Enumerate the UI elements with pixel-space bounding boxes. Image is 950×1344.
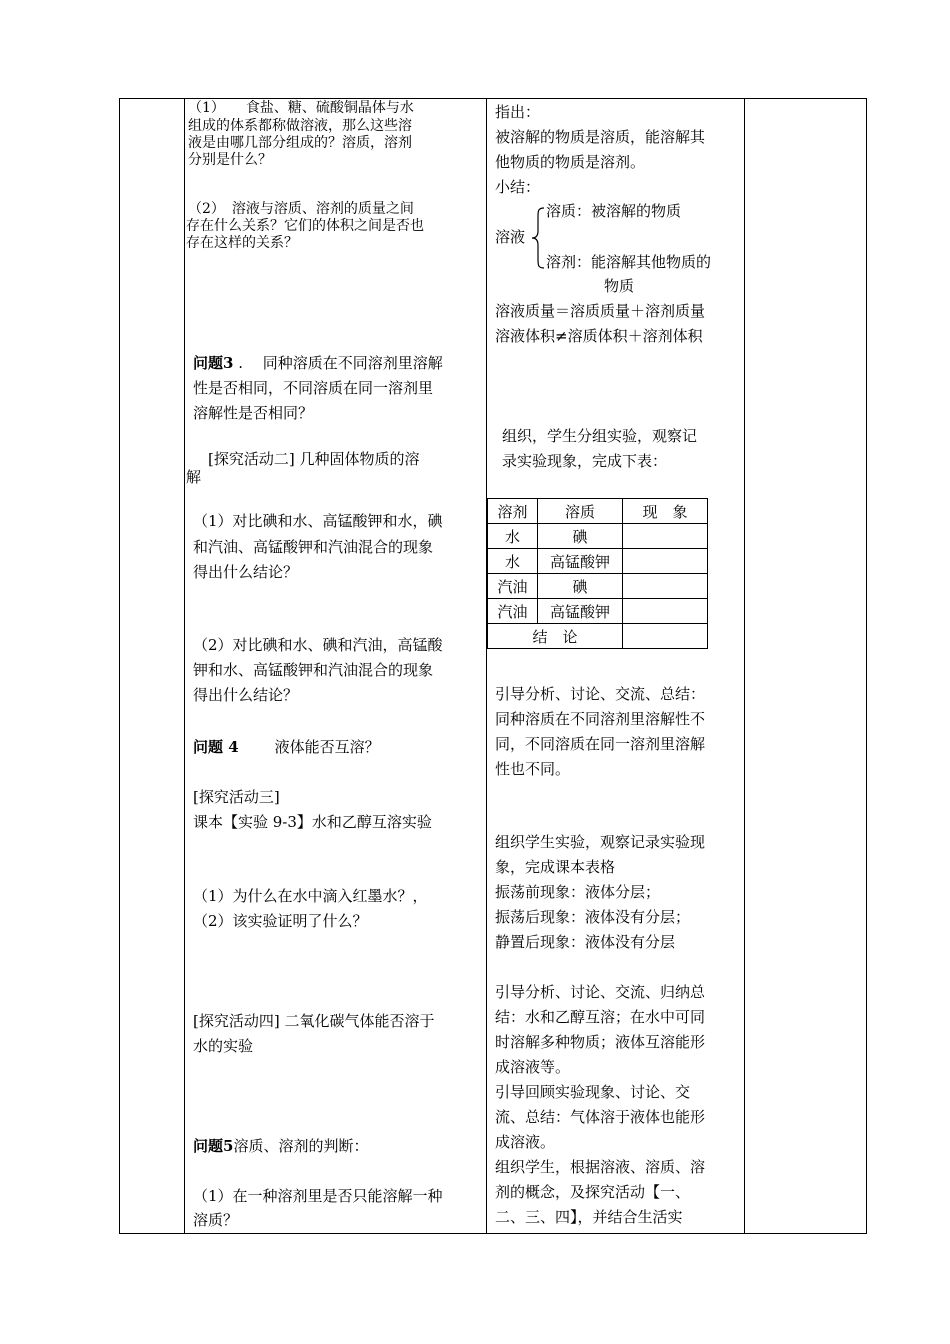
point-line-2: 他物质的物质是溶剂。 xyxy=(495,153,646,171)
cell-solvent: 水 xyxy=(488,549,538,574)
cell-phenomenon[interactable] xyxy=(623,524,708,549)
cell-solvent: 汽油 xyxy=(488,574,538,599)
problem4-text: 液体能否互溶？ xyxy=(274,738,380,756)
p5q1-line-2: 溶质？ xyxy=(193,1211,239,1229)
table-bottom-border xyxy=(119,1233,867,1234)
guide2-line-9: 剂的概念，及探究活动【一、 xyxy=(495,1183,691,1201)
q2-line-1: （2） 溶液与溶质、溶剂的质量之间 xyxy=(188,201,414,217)
conclusion-cell[interactable] xyxy=(623,624,708,649)
table-row xyxy=(488,599,708,624)
problem4-line xyxy=(193,735,380,760)
problem5-text: 溶质、溶剂的判断： xyxy=(233,1137,369,1155)
q2-line-2: 存在什么关系？它们的体积之间是否也 xyxy=(186,218,424,234)
a2q1-line-3: 得出什么结论？ xyxy=(193,563,299,581)
q1-line-3: 液是由哪几部分组成的？溶质，溶剂 xyxy=(188,135,412,151)
problem3-line-1 xyxy=(193,351,443,376)
activity2-title-line-1: [探究活动二] 几种固体物质的溶 xyxy=(193,450,420,468)
brace-bottom-line-2: 物质 xyxy=(604,277,635,295)
organize2-line-2: 象，完成课本表格 xyxy=(495,858,616,876)
cell-phenomenon[interactable] xyxy=(623,574,708,599)
guide2-line-4: 成溶液等。 xyxy=(495,1058,571,1076)
problem3-line-2: 性是否相同，不同溶质在同一溶剂里 xyxy=(193,379,434,397)
guide2-line-2: 结：水和乙醇互溶；在水中可同 xyxy=(495,1008,706,1026)
organize-line-2: 录实验现象，完成下表： xyxy=(502,452,668,470)
guide2-line-10: 二、三、四】，并结合生活实 xyxy=(495,1208,683,1226)
cell-solvent: 汽油 xyxy=(488,599,538,624)
cell-solute: 碘 xyxy=(538,524,623,549)
guide1-line-1: 引导分析、讨论、交流、总结： xyxy=(495,685,706,703)
table-row xyxy=(488,549,708,574)
a2q2-line-1: （2）对比碘和水、碘和汽油，高锰酸 xyxy=(193,636,443,654)
guide2-line-8: 组织学生，根据溶液、溶质、溶 xyxy=(495,1158,706,1176)
problem3-line-3: 溶解性是否相同？ xyxy=(193,404,314,422)
problem4-label: 问题 4 xyxy=(193,738,239,756)
organize2-line-1: 组织学生实验，观察记录实验现 xyxy=(495,833,706,851)
organize2-line-5: 静置后现象：液体没有分层 xyxy=(495,933,676,951)
a2q1-line-2: 和汽油、高锰酸钾和汽油混合的现象 xyxy=(193,538,434,556)
q1-line-4: 分别是什么？ xyxy=(188,152,272,168)
brace-root-label: 溶液 xyxy=(495,228,526,246)
problem5-label: 问题5 xyxy=(193,1137,234,1155)
volume-equation: 溶液体积≠溶质体积＋溶剂体积 xyxy=(495,327,703,345)
cell-solvent: 水 xyxy=(488,524,538,549)
table-conclusion-row xyxy=(488,624,708,649)
table-row xyxy=(488,524,708,549)
point-line-1: 被溶解的物质是溶质，能溶解其 xyxy=(495,128,706,146)
organize2-line-3: 振荡前现象：液体分层； xyxy=(495,883,661,901)
activity4-line-1: [探究活动四] 二氧化碳气体能否溶于 xyxy=(193,1012,435,1030)
q1-line-1: （1） 食盐、糖、硫酸铜晶体与水 xyxy=(188,100,414,116)
a3q1: （1）为什么在水中滴入红墨水？， xyxy=(193,887,428,905)
guide1-line-4: 性也不同。 xyxy=(495,760,571,778)
column-divider-2 xyxy=(486,98,487,1234)
a3q2: （2）该实验证明了什么？ xyxy=(193,912,368,930)
p5q1-line-1: （1）在一种溶剂里是否只能溶解一种 xyxy=(193,1187,443,1205)
organize-line-1: 组织，学生分组实验，观察记 xyxy=(502,427,698,445)
q2-line-3: 存在这样的关系？ xyxy=(186,235,298,251)
header-solvent: 溶剂 xyxy=(488,499,538,524)
activity3-text: 课本【实验 9-3】水和乙醇互溶实验 xyxy=(193,813,432,831)
header-solute: 溶质 xyxy=(538,499,623,524)
column-divider-1 xyxy=(184,98,185,1234)
problem5-line xyxy=(193,1134,368,1159)
header-phenomenon: 现 象 xyxy=(623,499,708,524)
problem3-text: . 同种溶质在不同溶剂里溶解 xyxy=(233,354,443,372)
table-right-border xyxy=(866,98,867,1234)
activity4-line-2: 水的实验 xyxy=(193,1037,254,1055)
brace-top-item: 溶质：被溶解的物质 xyxy=(546,202,682,220)
table-row xyxy=(488,574,708,599)
a2q1-line-1: （1）对比碘和水、高锰酸钾和水，碘 xyxy=(193,512,443,530)
guide1-line-3: 同，不同溶质在同一溶剂里溶解 xyxy=(495,735,706,753)
table-left-border xyxy=(119,98,120,1234)
guide2-line-1: 引导分析、讨论、交流、归纳总 xyxy=(495,983,706,1001)
guide2-line-7: 成溶液。 xyxy=(495,1133,556,1151)
cell-solute: 高锰酸钾 xyxy=(538,599,623,624)
summary-label: 小结： xyxy=(495,178,541,196)
cell-phenomenon[interactable] xyxy=(623,599,708,624)
activity2-title-line-2: 解 xyxy=(186,468,202,486)
brace-bottom-line-1: 溶剂：能溶解其他物质的 xyxy=(546,253,712,271)
cell-solute: 高锰酸钾 xyxy=(538,549,623,574)
activity3-title: [探究活动三] xyxy=(193,788,280,806)
organize2-line-4: 振荡后现象：液体没有分层； xyxy=(495,908,691,926)
guide2-line-3: 时溶解多种物质；液体互溶能形 xyxy=(495,1033,706,1051)
mass-equation: 溶液质量＝溶质质量＋溶剂质量 xyxy=(495,302,706,320)
a2q2-line-2: 钾和水、高锰酸钾和汽油混合的现象 xyxy=(193,661,434,679)
experiment-table xyxy=(487,498,708,649)
problem3-label: 问题3 xyxy=(193,354,234,372)
q1-line-2: 组成的体系都称做溶液，那么这些溶 xyxy=(188,118,412,134)
cell-phenomenon[interactable] xyxy=(623,549,708,574)
column-divider-3 xyxy=(744,98,745,1234)
a2q2-line-3: 得出什么结论？ xyxy=(193,686,299,704)
conclusion-label: 结 论 xyxy=(488,624,623,649)
guide2-line-5: 引导回顾实验现象、讨论、交 xyxy=(495,1083,691,1101)
cell-solute: 碘 xyxy=(538,574,623,599)
guide2-line-6: 流、总结：气体溶于液体也能形 xyxy=(495,1108,706,1126)
table-header-row xyxy=(488,499,708,524)
brace-icon xyxy=(531,207,545,269)
point-label: 指出： xyxy=(495,103,541,121)
guide1-line-2: 同种溶质在不同溶剂里溶解性不 xyxy=(495,710,706,728)
